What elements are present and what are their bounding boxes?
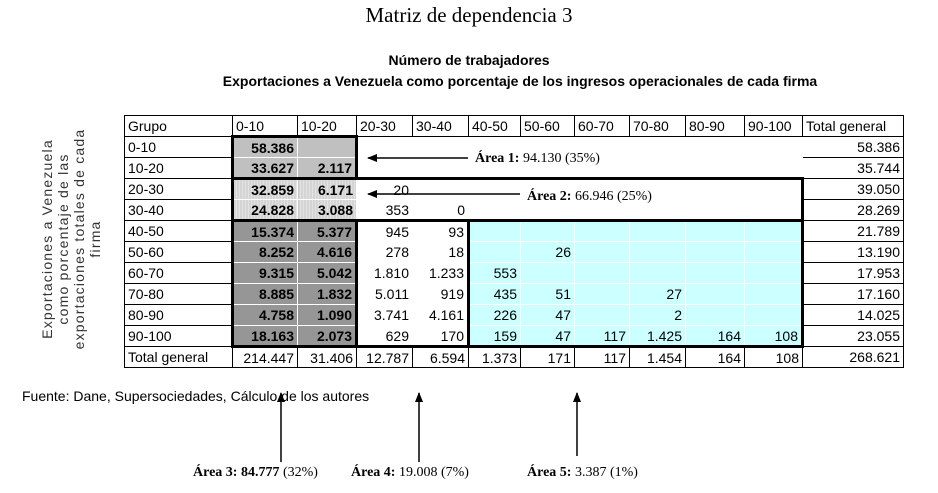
cell-c0-10: 18.163 [233, 326, 298, 347]
cell-total: 21.789 [803, 221, 904, 242]
cell-total: 13.190 [803, 242, 904, 263]
subtitle-workers: Número de trabajadores [388, 52, 550, 68]
header-cell-c70-80: 70-80 [630, 116, 686, 137]
cell-total: 28.269 [803, 200, 904, 221]
cell-c40-50: 553 [469, 263, 521, 284]
cell-c20-30: 629 [357, 326, 413, 347]
cell-c10-20: 5.377 [298, 221, 357, 242]
header-cell-c30-40: 30-40 [413, 116, 469, 137]
cell-total: 14.025 [803, 305, 904, 326]
cell-c70-80: 2 [630, 305, 686, 326]
cell-c40-50: 1.373 [469, 347, 521, 368]
cell-grupo: 60-70 [125, 263, 233, 284]
cell-grupo: 10-20 [125, 158, 233, 179]
cell-c30-40: 0 [457, 201, 465, 218]
cell-c50-60: 26 [521, 242, 575, 263]
cell-c10-20: 1.832 [298, 284, 357, 305]
cell-grupo: 30-40 [125, 200, 233, 221]
cell-c0-10: 32.859 [233, 179, 298, 200]
cell-c30-40: 919 [413, 284, 469, 305]
area2-annotation: Área 2: 66.946 (25%) [527, 189, 652, 204]
cell-c80-90: 164 [686, 347, 745, 368]
cell-c50-60: 51 [521, 284, 575, 305]
cell-c0-10: 8.252 [233, 242, 298, 263]
cell-c10-20: 6.171 [298, 179, 357, 200]
cell-c90-100: 108 [745, 326, 803, 347]
cell-c20-30: 3.741 [373, 307, 409, 323]
cell-c30-40: 6.594 [413, 347, 469, 368]
cell-grupo: 0-10 [125, 137, 233, 158]
cell-c0-10: 24.828 [233, 200, 298, 221]
cell-grupo: 90-100 [125, 326, 233, 347]
cell-total: 268.621 [803, 347, 904, 368]
cell-c30-40: 4.161 [413, 305, 469, 326]
cell-c10-20: 2.117 [298, 158, 357, 179]
cell-c10-20: 2.073 [298, 326, 357, 347]
cell-c0-10: 4.758 [233, 305, 298, 326]
cell-c90-100: 108 [745, 347, 803, 368]
cell-c20-30: 20 [357, 179, 413, 200]
area1-annotation: Área 1: 94.130 (35%) [475, 151, 600, 166]
cell-c30-40: 1.233 [413, 263, 469, 284]
cell-c10-20: 1.090 [298, 305, 357, 326]
header-cell-c60-70: 60-70 [575, 116, 630, 137]
cell-c60-70: 117 [575, 347, 630, 368]
cell-c20-30: 945 [357, 221, 413, 242]
subtitle-exports: Exportaciones a Venezuela como porcentaje de los ingresos operacionales de cada firma [222, 73, 818, 89]
cell-c60-70: 117 [575, 326, 630, 347]
cell-c50-60: 47 [521, 326, 575, 347]
cell-grupo: Total general [125, 347, 233, 368]
cell-c30-40: 170 [413, 326, 469, 347]
cell-c0-10: 8.885 [233, 284, 298, 305]
cell-grupo: 20-30 [125, 179, 233, 200]
cell-c0-10: 33.627 [233, 158, 298, 179]
cell-c70-80: 1.425 [630, 326, 686, 347]
header-cell-c10-20: 10-20 [298, 116, 357, 137]
cell-total: 17.160 [803, 284, 904, 305]
cell-c80-90: 164 [686, 326, 745, 347]
cell-grupo: 40-50 [125, 221, 233, 242]
cell-c20-30: 5.011 [375, 286, 409, 302]
area5-annotation: Área 5: 3.387 (1%) [527, 465, 638, 480]
cell-c0-10: 15.374 [233, 221, 298, 242]
y-axis-label: Exportaciones a Venezuela como porcentaje de las exportaciones totales de cada firma [39, 128, 103, 350]
cell-c70-80: 27 [630, 284, 686, 305]
cell-c10-20: 3.088 [298, 200, 357, 221]
cell-c40-50: 226 [469, 305, 521, 326]
cell-c0-10: 9.315 [233, 263, 298, 284]
cell-c30-40: 18 [413, 242, 469, 263]
cell-c50-60: 47 [521, 305, 575, 326]
cell-c0-10: 58.386 [233, 137, 298, 158]
header-cell-c40-50: 40-50 [469, 116, 521, 137]
cell-c10-20: 5.042 [298, 263, 357, 284]
area3-annotation: Área 3: 84.777 (32%) [193, 465, 318, 480]
cell-c50-60: 171 [521, 347, 575, 368]
cell-total: 39.050 [803, 179, 904, 200]
cell-c20-30: 1.810 [373, 265, 409, 281]
header-cell-c20-30: 20-30 [357, 116, 413, 137]
cell-c70-80: 1.454 [630, 347, 686, 368]
cell-grupo: 70-80 [125, 284, 233, 305]
header-cell-grupo: Grupo [125, 116, 233, 137]
cell-c20-30: 353 [385, 201, 409, 218]
cell-c10-20: 4.616 [298, 242, 357, 263]
cell-c10-20: 31.406 [298, 347, 357, 368]
cell-c40-50: 159 [469, 326, 521, 347]
area4-annotation: Área 4: 19.008 (7%) [351, 465, 469, 480]
cell-c40-50: 435 [469, 284, 521, 305]
page-title: Matriz de dependencia 3 [365, 3, 573, 27]
cell-grupo: 80-90 [125, 305, 233, 326]
header-cell-c50-60: 50-60 [521, 116, 575, 137]
cell-total: 17.953 [803, 263, 904, 284]
header-cell-c0-10: 0-10 [233, 116, 298, 137]
header-cell-total: Total general [803, 116, 904, 137]
cell-grupo: 50-60 [125, 242, 233, 263]
source-note: Fuente: Dane, Supersociedades, Cálculo de los autores [22, 388, 370, 404]
cell-c30-40: 93 [413, 221, 469, 242]
cell-c20-30: 278 [385, 244, 409, 260]
header-cell-c90-100: 90-100 [745, 116, 803, 137]
cell-total: 58.386 [803, 137, 904, 158]
cell-c0-10: 214.447 [233, 347, 298, 368]
cell-total: 23.055 [803, 326, 904, 347]
cell-total: 35.744 [803, 158, 904, 179]
header-cell-c80-90: 80-90 [686, 116, 745, 137]
cell-c20-30: 12.787 [357, 347, 413, 368]
